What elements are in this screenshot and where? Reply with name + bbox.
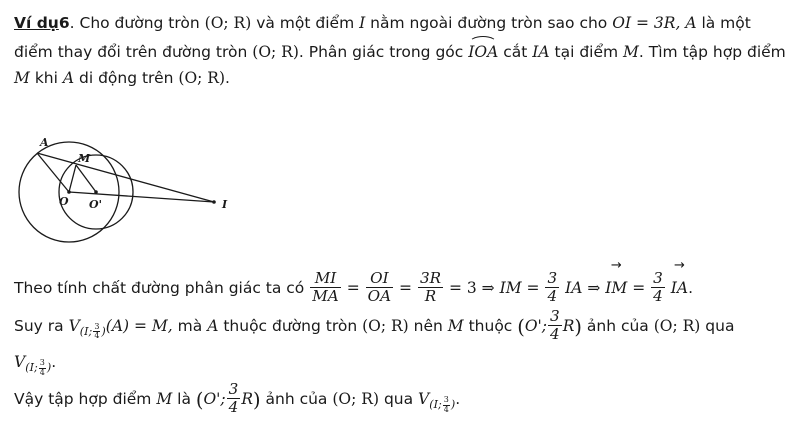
line2-prefix: Suy ra xyxy=(14,316,64,335)
intro-seg12: . xyxy=(225,69,230,88)
homothety-sub-1: (I; 3 4 ) xyxy=(79,321,106,341)
point-M: M xyxy=(623,42,639,61)
line3-end: . xyxy=(51,353,57,372)
line4-paren-close: ) xyxy=(253,388,261,412)
line2-circle-OR-2: (O; R) xyxy=(653,316,701,335)
line2-circle-OR: (O; R) xyxy=(362,316,409,335)
equals-2: = xyxy=(399,278,412,297)
fraction-3R-R: $\frac{3R}{R}$ xyxy=(419,269,442,305)
dot-O xyxy=(67,190,71,194)
segment-IA: IA xyxy=(532,42,550,61)
intro-seg10: khi xyxy=(34,69,58,88)
point-A-2: A xyxy=(62,69,75,88)
circle-O-R-1: (O; R) xyxy=(204,14,252,32)
fraction-OI-OA: $\frac{OI}{OA}$ xyxy=(367,269,392,305)
intro-seg1: . Cho đường tròn xyxy=(69,14,200,32)
intro-seg4: là một điểm xyxy=(14,14,751,61)
line1-end: . xyxy=(688,278,694,297)
line2-mid5: thuộc xyxy=(468,316,513,335)
equation-OI-3R: OI = 3R, xyxy=(612,14,681,32)
figure-label-A: A xyxy=(40,136,49,149)
line2-mid4: nên xyxy=(413,316,443,335)
geometry-figure xyxy=(14,120,274,250)
solution-line-4 xyxy=(14,381,788,418)
line1-prefix: Theo tính chất đường phân giác ta có xyxy=(14,278,305,297)
line4-fraction-3-4: $\frac{3}{4}$ xyxy=(228,380,239,417)
line2-mid7: qua xyxy=(705,316,735,335)
homothety-V-2: V xyxy=(14,353,26,372)
ia-implies: IA ⇒ xyxy=(565,278,601,297)
figure-label-I: I xyxy=(222,198,228,211)
line4-prefix: Vậy tập hợp điểm xyxy=(14,390,152,409)
example-label: Ví dụ xyxy=(14,14,59,32)
line4-R: R xyxy=(241,390,254,409)
circle-O-R-2: (O; R) xyxy=(252,42,299,61)
point-A: A xyxy=(685,14,697,32)
im-expression: IM = xyxy=(499,278,540,297)
homothety-sub-3: (I; 3 4 ) xyxy=(429,395,456,414)
line2-O-prime: O'; xyxy=(524,316,548,335)
solution-line-3 xyxy=(14,348,788,378)
line4-circle-OR: (O; R) xyxy=(332,390,379,409)
intro-seg2: và một điểm xyxy=(256,14,355,32)
equals-1: = xyxy=(346,278,360,297)
vector-IM: → IM xyxy=(605,271,627,304)
point-I: I xyxy=(359,14,366,32)
line4-mid2: ảnh của xyxy=(265,390,328,409)
line4-end: . xyxy=(455,390,461,409)
geometry-figure-svg xyxy=(14,120,274,250)
line2-mid1: (A) = M, xyxy=(105,316,173,335)
line4-point-M: M xyxy=(156,390,173,409)
dot-I xyxy=(212,200,216,204)
intro-seg9: . Tìm tập hợp điểm xyxy=(638,42,786,61)
example-number: 6 xyxy=(58,14,70,32)
line4-mid1: là xyxy=(177,390,191,409)
intro-seg7: cắt xyxy=(503,42,528,61)
line4-mid3: qua xyxy=(383,390,414,409)
intro-seg11: di động trên xyxy=(79,69,174,88)
equals-3-implies: = 3 ⇒ xyxy=(448,278,495,297)
example-intro-paragraph xyxy=(14,10,788,92)
solution-line-1 xyxy=(14,270,788,305)
line-O-M xyxy=(69,165,76,192)
line2-paren-close: ) xyxy=(574,315,582,339)
homothety-V-3: V xyxy=(418,390,430,409)
intro-seg8: tại điểm xyxy=(554,42,619,61)
vector-IA: → IA xyxy=(671,271,688,304)
equals-4: = xyxy=(632,278,646,297)
fraction-3-4-b: $\frac{3}{4}$ xyxy=(653,269,663,305)
dot-O-prime xyxy=(94,190,98,194)
line2-mid3: thuộc đường tròn xyxy=(223,316,358,335)
solution-line-2 xyxy=(14,308,788,345)
intro-seg3: nằm ngoài đường tròn sao cho xyxy=(370,14,608,32)
figure-label-O: O xyxy=(59,195,69,208)
fraction-3-4-a: $\frac{3}{4}$ xyxy=(547,269,558,305)
fraction-MI-MA: $\frac{MI}{MA}$ xyxy=(312,269,339,305)
line4-paren-open: ( xyxy=(195,388,204,412)
figure-label-M: M xyxy=(78,152,91,165)
homothety-V-1: V xyxy=(68,316,80,335)
line2-mid2: mà xyxy=(177,316,203,335)
line2-point-M: M xyxy=(447,316,464,335)
line2-point-A: A xyxy=(207,316,219,335)
intro-seg6: . Phân giác trong góc xyxy=(298,42,464,61)
line2-mid6: ảnh của xyxy=(586,316,649,335)
angle-IOA: IOA xyxy=(468,37,498,66)
point-M-2: M xyxy=(14,69,30,88)
line4-O-prime: O'; xyxy=(203,390,226,409)
solution-text xyxy=(14,270,788,419)
homothety-sub-2: (I; 3 4 ) xyxy=(25,358,52,377)
figure-label-O-prime: O' xyxy=(89,198,102,211)
line2-paren-open: ( xyxy=(517,315,525,339)
line2-R: R xyxy=(562,316,575,335)
intro-seg5: thay đổi trên đường tròn xyxy=(57,42,248,61)
circle-O-R-3: (O; R) xyxy=(178,69,226,88)
line2-fraction-3-4: $\frac{3}{4}$ xyxy=(550,307,560,343)
